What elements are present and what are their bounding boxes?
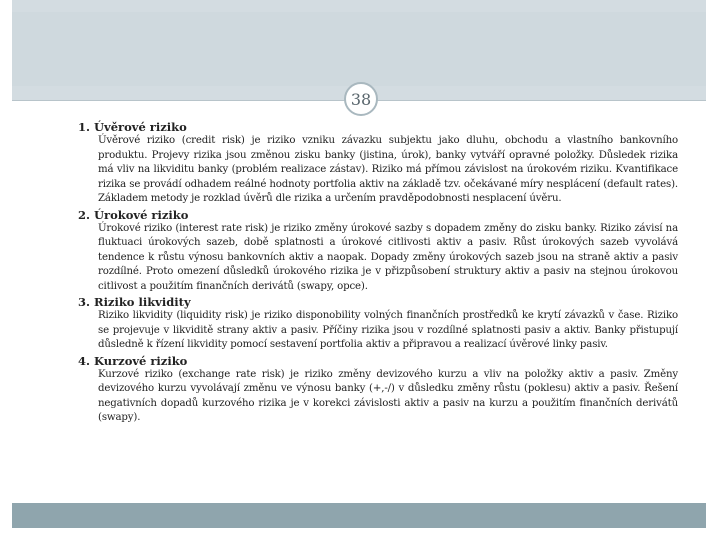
- section-text: Úvěrové riziko (credit risk) je riziko vzniku závazku subjektu jako dluhu, obchodu a vlastního bankovního produktu. Projevy rizika jsou změnou zisku banky (jistina, úrok), banky vytváří opravné položky. Důsledek rizika má vliv na likviditu banky (problém realizace zástav). Riziko má přímou závislost na úrokovém riziku. Kvantifikace rizika se provádí odhadem reálné hodnoty portfolia aktiv na základě tzv. očekávané míry nesplácení (default rates). Základem metody je rozklad úvěrů dle rizika a určením pravděpodobnosti nesplacení úvěru.: [98, 135, 678, 204]
- section-credit-risk: [78, 120, 678, 207]
- section-exchange-rate-risk: [78, 354, 678, 426]
- section-title: 2. Úrokové riziko: [78, 207, 189, 222]
- bottom-strip: [12, 503, 706, 528]
- page-number-badge: [344, 82, 378, 116]
- section-title: 1. Úvěrové riziko: [78, 120, 187, 134]
- section-interest-rate-risk: [78, 208, 678, 295]
- page-number: 38: [350, 89, 372, 109]
- section-text: Riziko likvidity (liquidity risk) je riziko disponobility volných finančních prostředků ke krytí závazků v čase. Riziko se projevuje v likviditě strany aktiv a pasiv. Příčiny rizika jsou v rozdílné splatnosti pasiv a aktiv. Banky přistupují důsledně k řízení likvidity pomocí sestavení portfolia aktiv a připravou a realizací úvěrové linky pasiv.: [98, 310, 678, 350]
- section-title: 3. Riziko likvidity: [78, 295, 191, 309]
- section-text: Kurzové riziko (exchange rate risk) je riziko změny devizového kurzu a vliv na položky aktiv a pasiv. Změny devizového kurzu vyvolávají změnu ve výnosu banky (+,-/) v důsledku změny růstu (poklesu) aktiv a pasiv. Řešení negativních dopadů kurzového rizika je v korekci závislosti aktiv a pasiv na kurzu a použitím finančních derivátů (swapy).: [98, 368, 678, 423]
- section-liquidity-risk: [78, 295, 678, 353]
- header-band: [12, 12, 706, 86]
- section-text: Úrokové riziko (interest rate risk) je riziko změny úrokové sazby s dopadem změny do zisku banky. Riziko závisí na fluktuaci úrokových sazeb, době splatnosti a úrokové citlivosti aktiv a pasiv. Růst úrokových sazeb vyvolává tendence k růstu výnosu bankovních aktiv a naopak. Dopady změny úrokových sazeb jsou na straně aktiv a pasiv rozdílné. Proto omezení důsledků úrokového rizika je v přizpůsobení struktury aktiv a pasiv na stejnou úrokovou citlivost a použitím finančních derivátů (swapy, opce).: [98, 222, 678, 292]
- section-title: 4. Kurzové riziko: [78, 353, 188, 368]
- slide-content: [78, 120, 678, 427]
